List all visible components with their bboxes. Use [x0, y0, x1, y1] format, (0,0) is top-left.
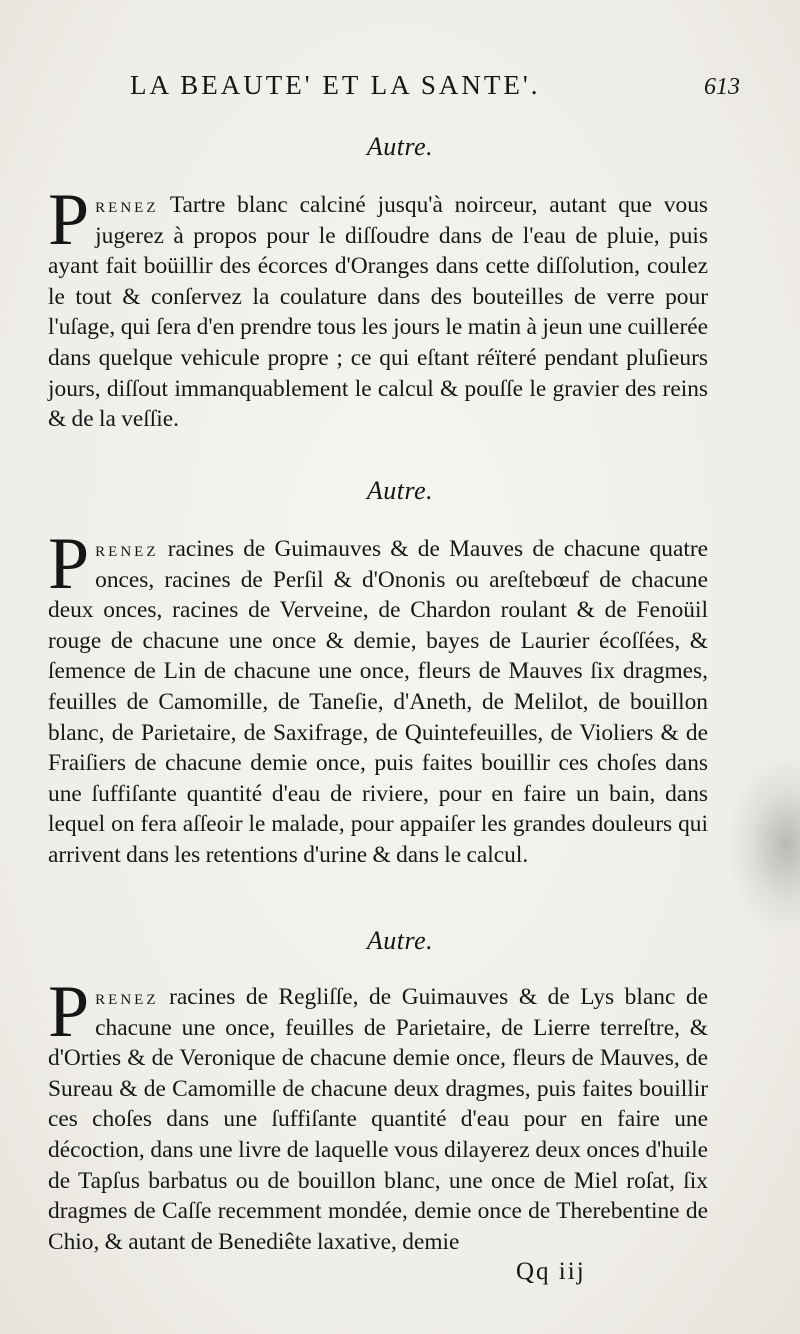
page-number: 613 [704, 74, 740, 100]
section-heading-3: Autre. [366, 926, 434, 955]
drop-cap: P [48, 523, 90, 605]
recipe-paragraph-3 [48, 971, 708, 1257]
signature-mark: Qq iij [516, 1258, 586, 1285]
page-header [130, 70, 740, 110]
section-heading-2: Autre. [366, 476, 434, 505]
paragraph-text: Tartre blanc calciné jusqu'à noirceur, autant que vous jugerez à propos pour le diſſoudre dans de l'eau de pluie, puis ayant fait boüillir des écorces d'Oranges dans cette diſſolution, coulez le tout & conſervez la coulature dans des bouteilles de verre pour l'uſage, qui ſera d'en prendre tous les jours le matin à jeun une cuillerée dans quelque vehicule propre ; ce qui eſtant réïteré pendant pluſieurs jours, diſſout immanquablement le calcul & pouſſe le gravier des reins & de la veſſie. [48, 192, 708, 433]
section-heading-1: Autre. [366, 132, 434, 161]
paragraph-text: racines de Regliſſe, de Guimauves & de Lys blanc de chacune une once, feuilles de Parietaire, de Lierre terreſtre, & d'Orties & de Veronique de chacune demie once, fleurs de Mauves, de Sureau & de Camomille de chacune deux dragmes, puis faites bouillir ces choſes dans une ſuffiſante quantité d'eau pour en faire une décoction, dans une livre de laquelle vous dilayerez deux onces d'huile de Tapſus barbatus ou de bouillon blanc, une once de Miel roſat, ſix dragmes de Caſſe recemment mondée, demie once de Therebentine de Chio, & autant de Benediête laxative, demie [48, 984, 708, 1255]
lead-word: renez [95, 537, 159, 561]
lead-word: renez [95, 193, 159, 217]
drop-cap: P [48, 179, 90, 261]
lead-word: renez [95, 985, 159, 1009]
paragraph-text: racines de Guimauves & de Mauves de chacune quatre onces, racines de Perſil & d'Ononis ou areſtebœuf de chacune deux onces, racines de Verveine, de Chardon roulant & de Fenoüil rouge de chacune une once & demie, bayes de Laurier écoſſées, & ſemence de Lin de chacune une once, fleurs de Mauves ſix dragmes, feuilles de Camomille, de Taneſie, d'Aneth, de Melilot, de bouillon blanc, de Parietaire, de Saxifrage, de Quintefeuilles, de Violiers & de Fraiſiers de chacune demie once, puis faites bouillir ces choſes dans une ſuffiſante quantité d'eau de riviere, pour en faire un bain, dans lequel on fera aſſeoir le malade, pour appaiſer les grandes douleurs qui arrivent dans les retentions d'urine & dans le calcul. [48, 536, 708, 868]
recipe-paragraph-1 [48, 179, 708, 435]
recipe-paragraph-2 [48, 523, 708, 871]
page-smudge [730, 760, 800, 930]
running-title: LA BEAUTE' ET LA SANTE'. [130, 70, 541, 100]
drop-cap: P [48, 971, 90, 1053]
